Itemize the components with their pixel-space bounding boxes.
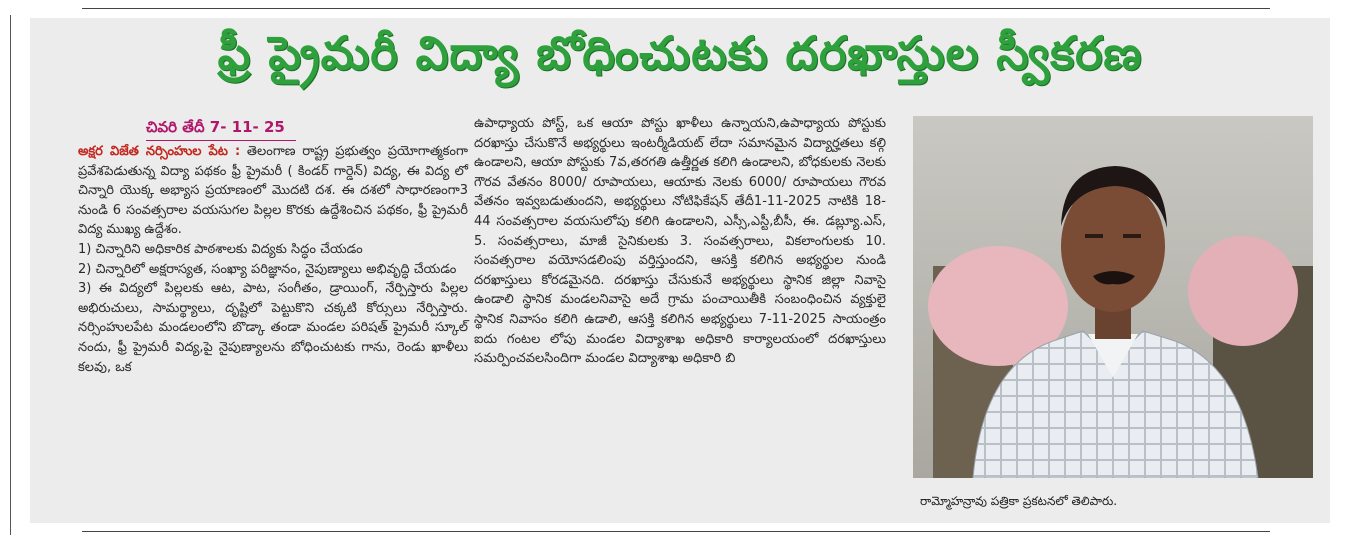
portrait-photo bbox=[913, 116, 1313, 478]
top-rule bbox=[82, 8, 1270, 9]
article-column-1 bbox=[56, 142, 468, 377]
point-1: 1) చిన్నారిని అధికారిక పాఠశాలకు విద్యకు సిద్ధం చేయడం bbox=[78, 241, 363, 257]
point-2: 2) చిన్నారిలో అక్షరాస్యత, సంఖ్యా పరిజ్ఞానం, నైపుణ్యాలు అభివృద్ధి చేయడం bbox=[78, 261, 457, 277]
deadline-date: చివరి తేదీ 7- 11- 25 bbox=[146, 118, 285, 136]
article-panel bbox=[30, 18, 1330, 523]
left-border-line bbox=[10, 15, 11, 535]
article-column-2 bbox=[474, 114, 886, 369]
point-3: 3) ఈ విద్యలో పిల్లలకు ఆట, పాట, సంగీతం, డ్రాయింగ్, నేర్పిస్తారు పిల్లల అభిరుచులు, సామర్థ్యాలు, దృష్టిలో పెట్టుకొని చక్కటి కోర్సులు నేర్పిస్తారు. నర్సింహులపేట మండలంలోని బొడ్కా తండా మండల పరిషత్ ప్రైమరీ స్కూల్ నందు, ఫ్రీ ప్రైమరీ విద్య,పై నైపుణ్యాలను బోధించుటకు గాను, రెండు ఖాళీలు కలవు, ఒక bbox=[78, 281, 468, 375]
headline: ఫ్రీ ప్రైమరీ విద్యా బోధించుటకు దరఖాస్తుల స్వీకరణ bbox=[217, 26, 1143, 80]
intro-text: తెలంగాణ రాష్ట్ర ప్రభుత్వం ప్రయోగాత్మకంగా ప్రవేశపెడుతున్న విద్యా పథకం ఫ్రీ ప్రైమరీ ( కిండర్ గార్డెన్) విద్య, ఈ విద్య లో చిన్నారి యొక్క అభ్యాస ప్రయాణంలో మొదటి దశ. ఈ దశలో సాధారణంగా3 నుండి 6 సంవత్సరాల వయసుగల పిల్లల కొరకు ఉద్దేశించిన పథకం, ఫ్రీ ప్రైమరీ విద్య ముఖ్య ఉద్దేశం. bbox=[78, 144, 469, 238]
byline: అక్షర విజేత నర్సింహుల పేట : bbox=[78, 144, 241, 159]
column-2-text: ఉపాధ్యాయ పోస్ట్, ఒక ఆయా పోస్టు ఖాళీలు ఉన్నాయని,ఉపాధ్యాయ పోస్టుకు దరఖాస్తు చేసుకొనే అభ్యర్థులు ఇంటర్మీడియట్ లేదా సమానమైన విద్యార్హతలు కల్గి ఉండాలని, ఆయా పోస్టుకు 7వ,తరగతి ఉత్తీర్ణత కలిగి ఉండాలని, బోధకులకు నెలకు గౌరవ వేతనం 8000/ రూపాయలు, ఆయాకు నెలకు 6000/ రూపాయలు గౌరవ వేతనం ఇవ్వబడుతుందని, అభ్యర్థులు నోటిఫికేషన్ తేదీ1-11-2025 నాటికి 18-44 సంవత్సరాల వయసులోపు కలిగి ఉండాలని, ఎస్సీ,ఎస్టీ,బీసీ, ఈ. డబ్ల్యూ.ఎస్, 5. సంవత్సరాలు, మాజీ సైనికులకు 3. సంవత్సరాలు, వికలాంగులకు 10. సంవత్సరాల వయోసడలింపు వర్తిస్తుందని, ఆసక్తి కలిగిన అభ్యర్థుల నుండి దరఖాస్తులు కోరడమైనది. దరఖాస్తు చేసుకునే అభ్యర్థులు స్థానిక జిల్లా నివాసై ఉండాలి స్థానిక మండలనివాసై అదే గ్రామ పంచాయితీకి సంబంధించిన వ్యక్తులై స్థానిక నివాసం కలిగి ఉడాలి, ఆసక్తి కలిగిన అభ్యర్థులు 7-11-2025 సాయంత్రం ఐదు గంటల లోపు మండల విద్యాశాఖ అధికారి కార్యాలయంలో దరఖాస్తులు సమర్పించవలసిందిగా మండల విద్యాశాఖ అధికారి బి bbox=[474, 116, 886, 367]
date-underline bbox=[146, 140, 296, 141]
bottom-rule bbox=[82, 531, 1270, 532]
photo-caption: రామ్మోహన్రావు పత్రికా ప్రకటనలో తెలిపారు. bbox=[920, 494, 1118, 508]
intro-paragraph bbox=[56, 142, 468, 240]
